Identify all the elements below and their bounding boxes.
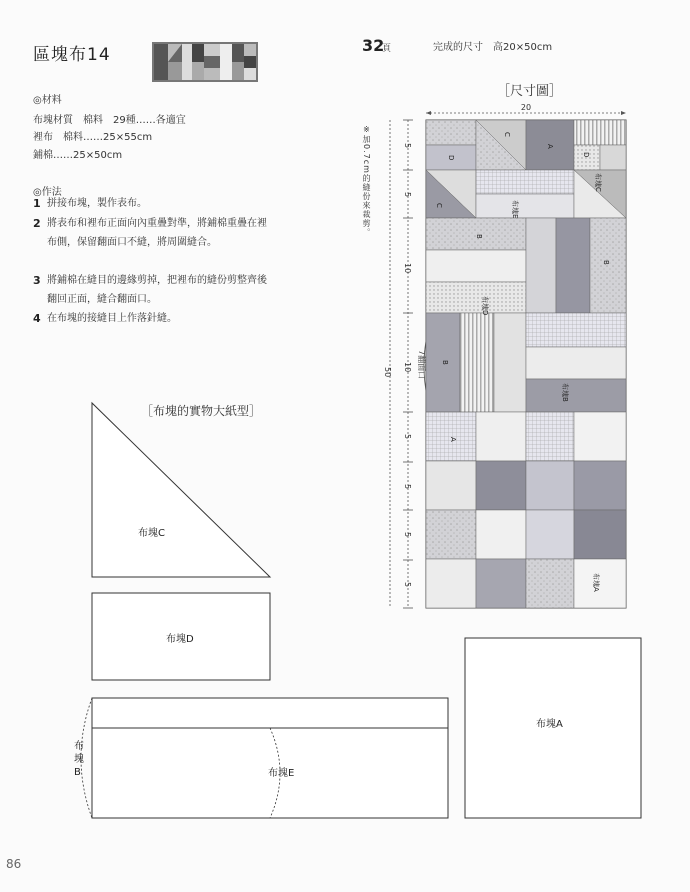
- template-e-shape: [92, 698, 448, 818]
- step-number: 3: [33, 274, 41, 287]
- materials-heading: ◎材料: [33, 95, 62, 106]
- piece-label: 布塊C: [594, 173, 602, 192]
- template-c-shape: [92, 403, 270, 577]
- dimension-diagram-title: ［尺寸圖］: [497, 84, 563, 99]
- page-reference: 32: [362, 36, 385, 55]
- step-number: 4: [33, 312, 41, 325]
- template-c-label: 布塊C: [138, 528, 165, 539]
- page-reference-unit: 頁: [382, 44, 392, 54]
- piece-label: A: [449, 437, 457, 442]
- piece-label: D: [582, 152, 590, 158]
- template-a-label: 布塊A: [536, 719, 563, 730]
- page-title: 區塊布14: [33, 45, 111, 65]
- piece-label: 布塊A: [592, 573, 600, 592]
- material-line: 裡布 棉料……25×55cm: [33, 132, 153, 143]
- piece-label: D: [447, 155, 455, 161]
- step-number: 2: [33, 217, 41, 230]
- piece-label: 布塊E: [511, 200, 519, 219]
- pattern-templates: [0, 390, 690, 830]
- finished-size: 完成的尺寸 高20×50cm: [433, 42, 553, 53]
- segment-label: 5: [403, 582, 412, 588]
- segment-label: 5: [403, 143, 412, 149]
- step-text: 將鋪棉在縫目的邊緣剪掉，把裡布的縫份剪整齊後翻回正面，縫合翻面口。: [47, 275, 267, 305]
- segment-label: 10: [403, 362, 412, 373]
- seam-allowance-note: ※加0.7cm的縫份來裁剪。: [362, 125, 371, 237]
- segment-label: 10: [403, 263, 412, 274]
- template-d-label: 布塊D: [166, 634, 194, 645]
- piece-label: 布塊B: [561, 383, 569, 402]
- step-text: 在布塊的接縫目上作落針縫。: [47, 313, 177, 324]
- width-label: 20: [520, 103, 532, 112]
- piece-label: A: [546, 144, 554, 149]
- opening-label: 7翻面口: [417, 350, 426, 380]
- template-e-label: 布塊E: [268, 768, 295, 779]
- piece-label: C: [435, 203, 443, 208]
- material-line: 鋪棉……25×50cm: [33, 150, 123, 161]
- piece-label: B: [602, 260, 610, 265]
- step-text: 將表布和裡布正面向內重疊對準，將鋪棉重疊在裡布側，保留翻面口不縫，將周圍縫合。: [47, 218, 267, 248]
- step-number: 1: [33, 197, 41, 210]
- material-line: 布塊材質 棉料 29種……各適宜: [33, 115, 186, 126]
- quilt-thumbnail: [152, 42, 258, 82]
- total-height-label: 50: [383, 367, 392, 378]
- piece-label: C: [503, 132, 511, 137]
- page-number: 86: [6, 857, 22, 871]
- segment-label: 5: [403, 532, 412, 538]
- template-b-label: 布塊B: [74, 741, 84, 778]
- step-text: 拼接布塊，製作表布。: [47, 198, 147, 209]
- pattern-title: ［布塊的實物大紙型］: [141, 404, 262, 418]
- piece-label: B: [475, 234, 483, 239]
- segment-label: 5: [403, 192, 412, 198]
- method-heading: ◎作法: [33, 187, 62, 198]
- segment-label: 5: [403, 434, 412, 440]
- segment-label: 5: [403, 484, 412, 490]
- piece-label: 布塊D: [481, 296, 489, 316]
- piece-label: B: [441, 360, 449, 365]
